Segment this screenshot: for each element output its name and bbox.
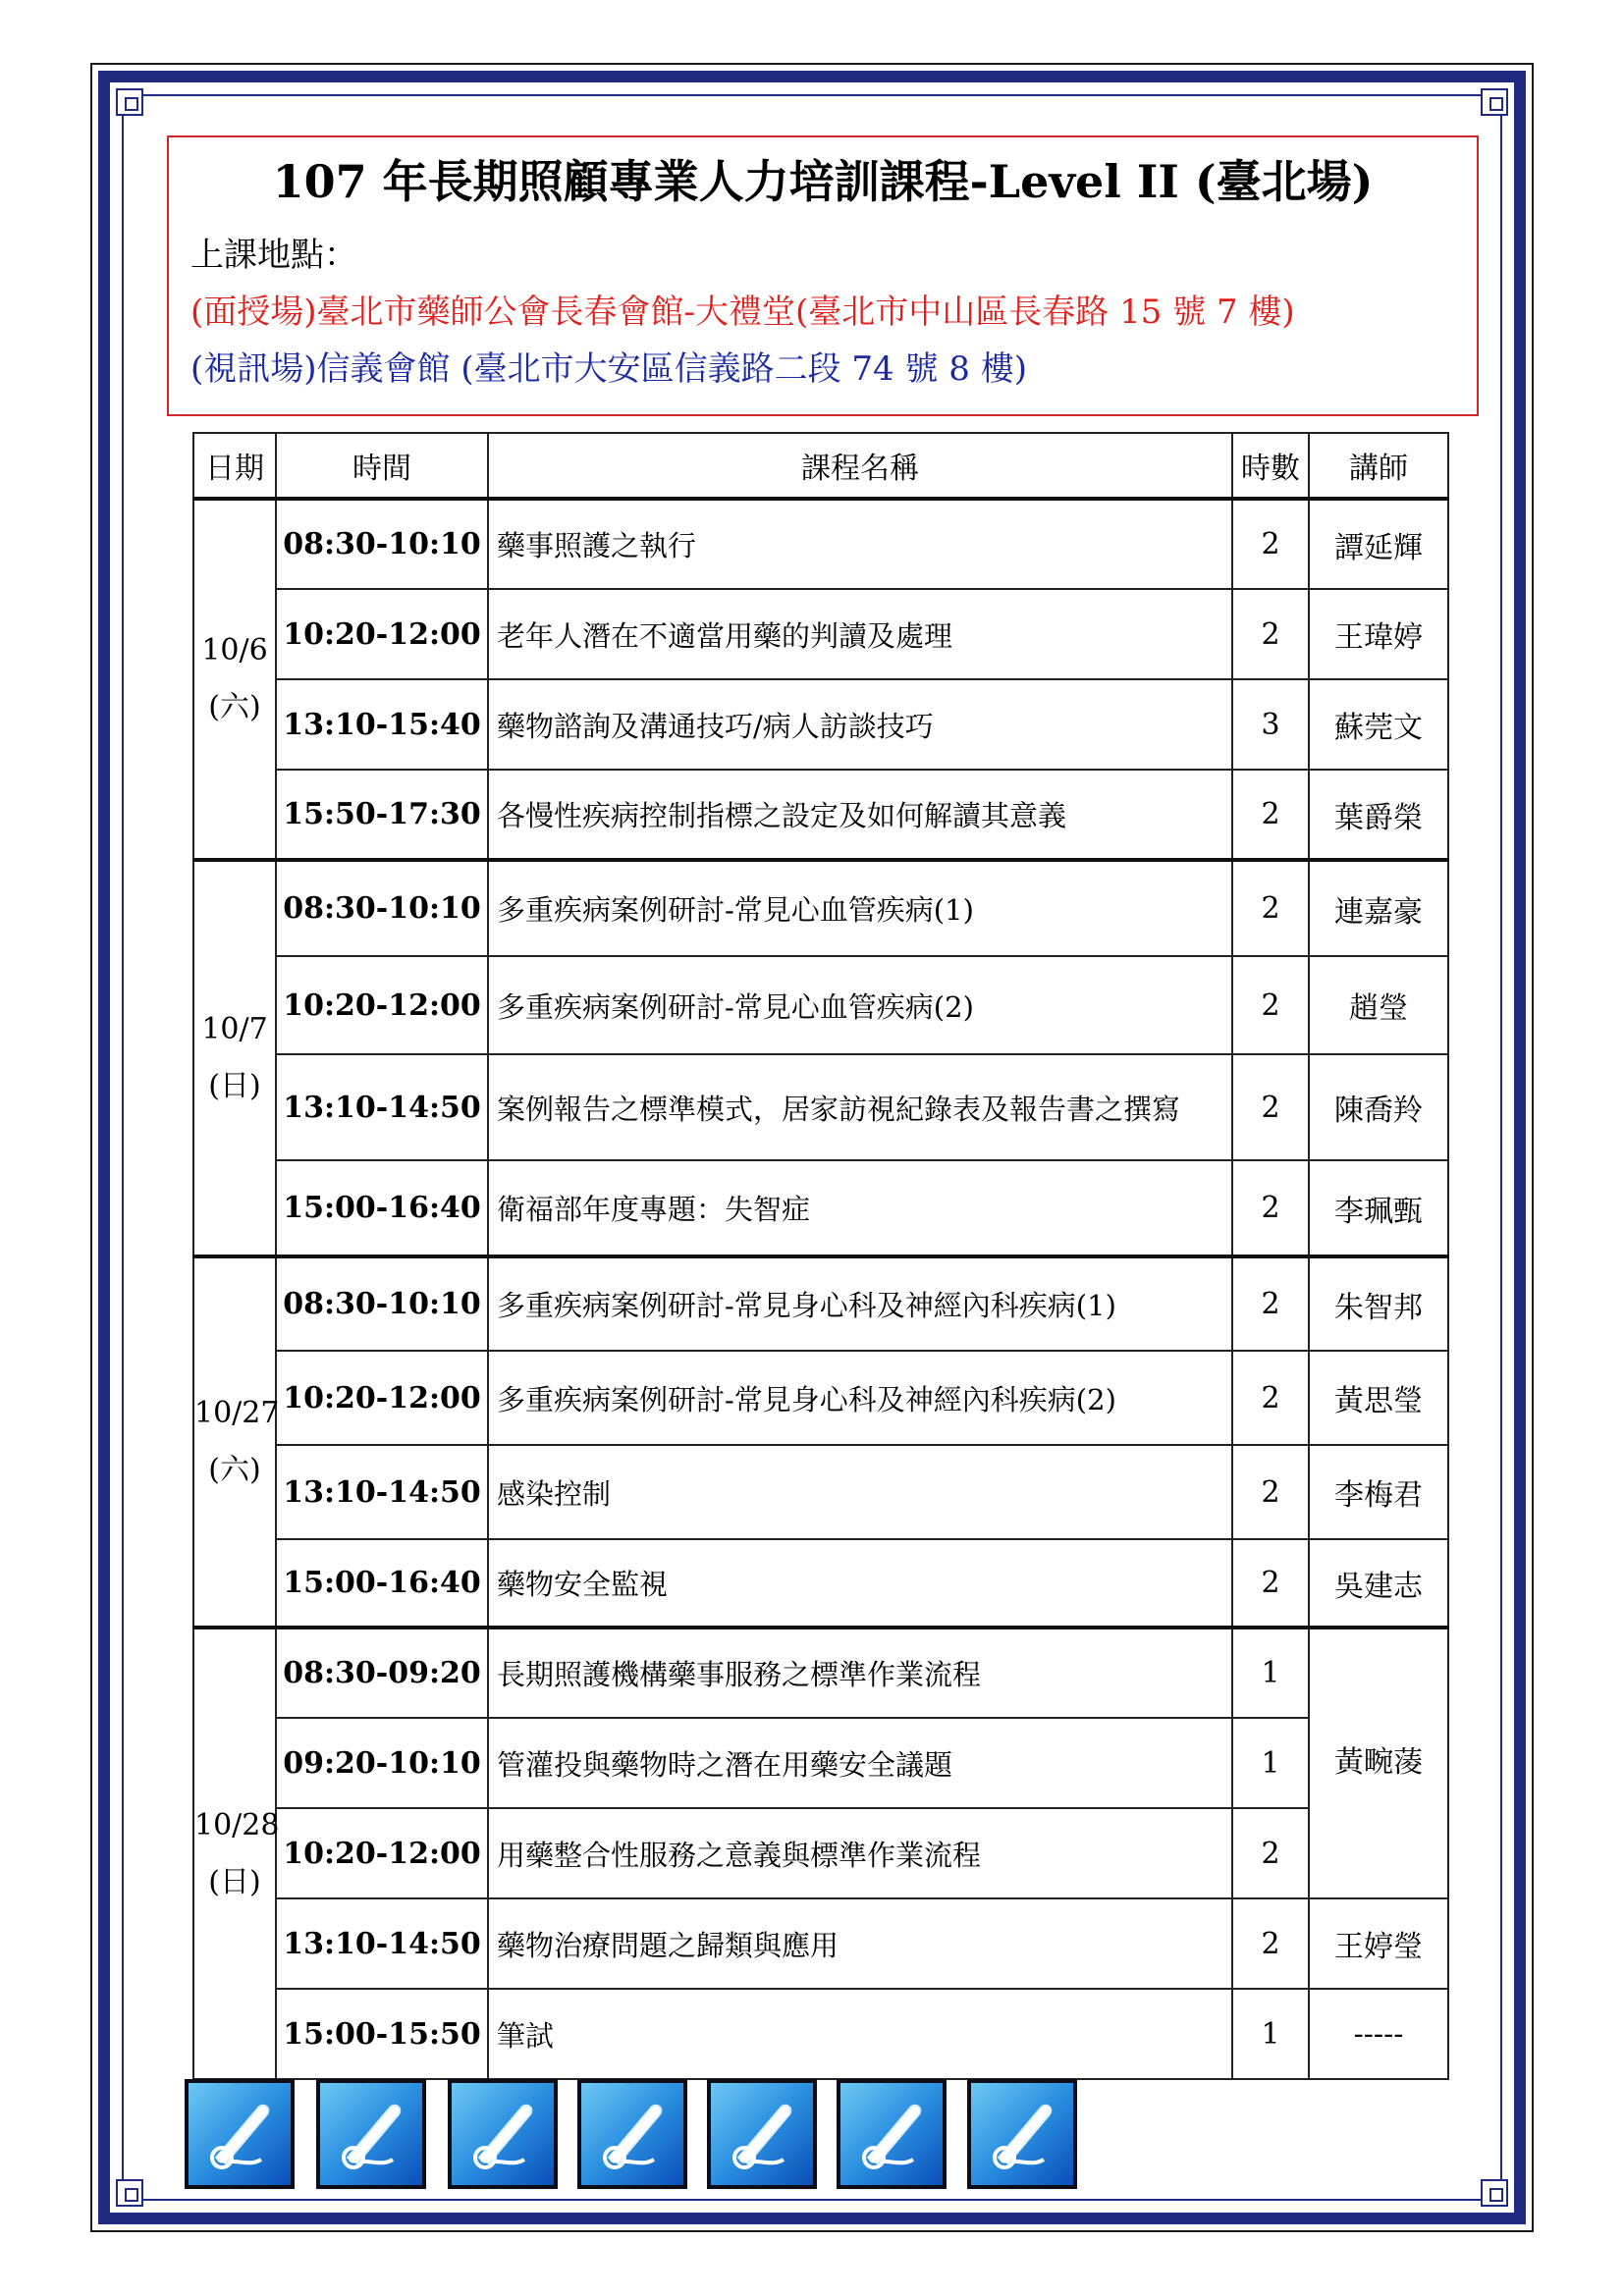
course-cell: 多重疾病案例研討-常見身心科及神經內科疾病(1)	[488, 1256, 1232, 1351]
course-cell: 案例報告之標準模式，居家訪視紀錄表及報告書之撰寫	[488, 1054, 1232, 1160]
hours-cell: 2	[1232, 1539, 1309, 1628]
time-cell: 10:20-12:00	[276, 589, 488, 679]
course-cell: 衛福部年度專題：失智症	[488, 1160, 1232, 1256]
table-row	[193, 1351, 1448, 1445]
teacher-cell: 王婷瑩	[1309, 1898, 1448, 1989]
teacher-cell: 黃畹蓤	[1309, 1628, 1448, 1898]
hours-cell: 2	[1232, 1160, 1309, 1256]
teacher-cell: 蘇莞文	[1309, 679, 1448, 770]
time-cell: 13:10-15:40	[276, 679, 488, 770]
table-row	[193, 1256, 1448, 1351]
time-cell: 13:10-14:50	[276, 1445, 488, 1539]
hours-cell: 3	[1232, 679, 1309, 770]
col-header-teacher: 講師	[1309, 433, 1448, 499]
time-cell: 15:00-16:40	[276, 1539, 488, 1628]
corner-ornament-icon	[116, 88, 143, 116]
diploma-scroll-icon	[448, 2079, 558, 2189]
teacher-cell: 李梅君	[1309, 1445, 1448, 1539]
corner-ornament-icon	[1481, 2179, 1508, 2207]
course-cell: 老年人潛在不適當用藥的判讀及處理	[488, 589, 1232, 679]
course-cell: 藥物諮詢及溝通技巧/病人訪談技巧	[488, 679, 1232, 770]
teacher-cell: 陳喬羚	[1309, 1054, 1448, 1160]
table-row	[193, 1539, 1448, 1628]
hours-cell: 2	[1232, 770, 1309, 860]
hours-cell: 2	[1232, 860, 1309, 956]
table-row	[193, 956, 1448, 1054]
hours-cell: 2	[1232, 1054, 1309, 1160]
time-cell: 15:00-16:40	[276, 1160, 488, 1256]
weekday-value: (日)	[208, 1069, 261, 1103]
hours-cell: 2	[1232, 956, 1309, 1054]
hours-cell: 2	[1232, 1808, 1309, 1898]
course-header	[167, 135, 1479, 416]
table-row	[193, 860, 1448, 956]
table-row	[193, 1898, 1448, 1989]
teacher-cell: -----	[1309, 1989, 1448, 2079]
table-header-row	[193, 433, 1448, 499]
schedule-body	[193, 499, 1448, 2079]
course-cell: 多重疾病案例研討-常見心血管疾病(1)	[488, 860, 1232, 956]
course-cell: 藥物安全監視	[488, 1539, 1232, 1628]
course-cell: 各慢性疾病控制指標之設定及如何解讀其意義	[488, 770, 1232, 860]
hours-cell: 2	[1232, 1445, 1309, 1539]
course-cell: 藥事照護之執行	[488, 499, 1232, 589]
table-row	[193, 679, 1448, 770]
course-cell: 筆試	[488, 1989, 1232, 2079]
course-cell: 藥物治療問題之歸類與應用	[488, 1898, 1232, 1989]
schedule-table	[192, 432, 1449, 2080]
hours-cell: 2	[1232, 1256, 1309, 1351]
date-value: 10/28	[194, 1807, 280, 1842]
teacher-cell: 葉爵榮	[1309, 770, 1448, 860]
date-cell	[193, 499, 276, 860]
hours-cell: 2	[1232, 1898, 1309, 1989]
time-cell: 13:10-14:50	[276, 1054, 488, 1160]
video-venue: (視訊場)信義會館 (臺北市大安區信義路二段 74 號 8 樓)	[190, 349, 1027, 389]
course-cell: 多重疾病案例研討-常見心血管疾病(2)	[488, 956, 1232, 1054]
col-header-time: 時間	[276, 433, 488, 499]
course-cell: 管灌投與藥物時之潛在用藥安全議題	[488, 1718, 1232, 1808]
table-row	[193, 1445, 1448, 1539]
table-row	[193, 1989, 1448, 2079]
teacher-cell: 譚延輝	[1309, 499, 1448, 589]
hours-cell: 2	[1232, 499, 1309, 589]
weekday-value: (六)	[208, 1453, 261, 1487]
time-cell: 10:20-12:00	[276, 1351, 488, 1445]
in-person-venue: (面授場)臺北市藥師公會長春會館-大禮堂(臺北市中山區長春路 15 號 7 樓)	[190, 293, 1295, 332]
time-cell: 10:20-12:00	[276, 956, 488, 1054]
table-row	[193, 1628, 1448, 1718]
teacher-cell: 黃思瑩	[1309, 1351, 1448, 1445]
time-cell: 08:30-10:10	[276, 499, 488, 589]
date-cell	[193, 860, 276, 1256]
hours-cell: 2	[1232, 589, 1309, 679]
table-row	[193, 770, 1448, 860]
course-cell: 多重疾病案例研討-常見身心科及神經內科疾病(2)	[488, 1351, 1232, 1445]
corner-ornament-icon	[116, 2179, 143, 2207]
table-row	[193, 1054, 1448, 1160]
teacher-cell: 王瑋婷	[1309, 589, 1448, 679]
time-cell: 08:30-10:10	[276, 860, 488, 956]
diploma-scroll-icon	[707, 2079, 817, 2189]
col-header-date: 日期	[193, 433, 276, 499]
course-cell: 用藥整合性服務之意義與標準作業流程	[488, 1808, 1232, 1898]
course-cell: 長期照護機構藥事服務之標準作業流程	[488, 1628, 1232, 1718]
weekday-value: (六)	[208, 690, 261, 724]
course-cell: 感染控制	[488, 1445, 1232, 1539]
date-value: 10/6	[201, 633, 268, 667]
table-row	[193, 1160, 1448, 1256]
table-row	[193, 589, 1448, 679]
teacher-cell: 連嘉豪	[1309, 860, 1448, 956]
time-cell: 08:30-10:10	[276, 1256, 488, 1351]
time-cell: 10:20-12:00	[276, 1808, 488, 1898]
teacher-cell: 朱智邦	[1309, 1256, 1448, 1351]
time-cell: 13:10-14:50	[276, 1898, 488, 1989]
col-header-course: 課程名稱	[488, 433, 1232, 499]
table-row	[193, 1718, 1448, 1808]
table-row	[193, 1808, 1448, 1898]
hours-cell: 1	[1232, 1989, 1309, 2079]
weekday-value: (日)	[208, 1864, 261, 1899]
hours-cell: 2	[1232, 1351, 1309, 1445]
table-row	[193, 499, 1448, 589]
footer-icon-strip	[185, 2079, 1451, 2197]
teacher-cell: 吳建志	[1309, 1539, 1448, 1628]
diploma-scroll-icon	[316, 2079, 426, 2189]
diploma-scroll-icon	[837, 2079, 947, 2189]
time-cell: 15:00-15:50	[276, 1989, 488, 2079]
date-value: 10/27	[194, 1396, 280, 1430]
time-cell: 09:20-10:10	[276, 1718, 488, 1808]
date-value: 10/7	[201, 1012, 268, 1046]
col-header-hours: 時數	[1232, 433, 1309, 499]
diploma-scroll-icon	[185, 2079, 295, 2189]
location-label: 上課地點：	[190, 236, 357, 275]
date-cell	[193, 1256, 280, 1628]
corner-ornament-icon	[1481, 88, 1508, 116]
page-title: 107 年長期照顧專業人力培訓課程-Level II (臺北場)	[272, 155, 1374, 208]
diploma-scroll-icon	[967, 2079, 1077, 2189]
teacher-cell: 趙瑩	[1309, 956, 1448, 1054]
hours-cell: 1	[1232, 1718, 1309, 1808]
date-cell	[193, 1628, 280, 2079]
teacher-cell: 李珮甄	[1309, 1160, 1448, 1256]
diploma-scroll-icon	[577, 2079, 687, 2189]
hours-cell: 1	[1232, 1628, 1309, 1718]
time-cell: 08:30-09:20	[276, 1628, 488, 1718]
time-cell: 15:50-17:30	[276, 770, 488, 860]
